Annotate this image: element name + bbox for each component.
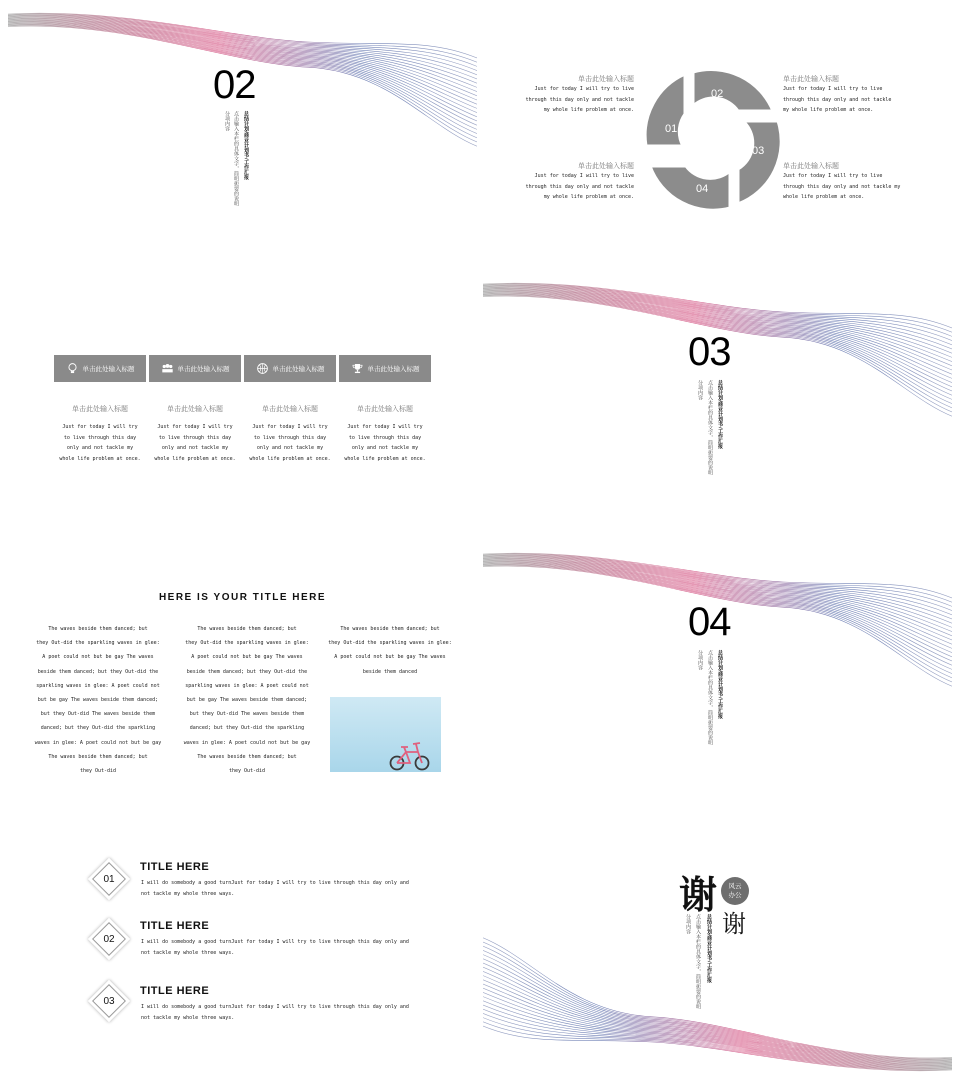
list-item-marker-02 — [88, 918, 130, 960]
section-desc-vertical-2: 分项内容 — [697, 650, 703, 670]
section-desc-vertical-2: 分项内容 — [697, 380, 703, 400]
column-text: Just for today I will try to live through this day only and not tackle my whole life problem at once. — [344, 424, 426, 462]
section-title-vertical: 总结计划/商业计划书/工作汇报 — [706, 914, 712, 983]
list-item-marker-03 — [88, 980, 130, 1022]
bicycle-photo — [330, 697, 441, 772]
wave-line — [483, 946, 952, 1059]
wave-line — [483, 976, 952, 1064]
wave-lines-decoration-bottom — [483, 936, 952, 1076]
wave-line — [483, 942, 952, 1059]
cycle-block-br — [783, 161, 900, 203]
text-column-2: The waves beside them danced; but they Out-did the sparkling waves in glee: A poet could not but be gay The waves beside them danced; but they Out-did the sparkling waves in glee: A poet could not but be gay The waves beside them danced; but they Out-did The waves beside them danced; but they Out-did the sparkling waves in glee: A poet could not but be gay The waves beside them danced; but they Out-did — [183, 626, 311, 775]
block-line: through this day only and not tackle — [783, 96, 892, 103]
section-desc-vertical: 点击输入本栏的具体文字，简明扼要的说明 — [707, 650, 713, 745]
section-title-vertical: 总结计划/商业计划书/工作汇报 — [243, 111, 249, 180]
block-line: through this day only and not tackle my — [783, 183, 901, 190]
cycle-block-tl — [526, 74, 634, 116]
tab-label: 单击此处输入标题 — [367, 365, 420, 373]
cycle-diagram — [638, 66, 788, 216]
column-text: Just for today I will try to live through this day only and not tackle my whole life problem at once. — [249, 424, 331, 462]
text-column-3: The waves beside them danced; but they Out-did the sparkling waves in glee: A poet could not but be gay The waves beside them danced — [328, 626, 452, 675]
column-title: 单击此处输入标题 — [72, 405, 128, 413]
block-line: Just for today I will try to live — [783, 86, 883, 92]
cycle-segment-02 — [693, 70, 773, 111]
tab-column-2 — [149, 404, 241, 464]
list-item-number: 03 — [103, 995, 115, 1007]
list-item-marker-01 — [88, 858, 130, 900]
column-title: 单击此处输入标题 — [167, 405, 223, 413]
tab-lightbulb[interactable] — [54, 355, 146, 382]
block-line: Just for today I will try to live — [783, 173, 883, 179]
wave-line — [483, 955, 952, 1061]
tab-basketball[interactable] — [244, 355, 336, 382]
section-desc-vertical-2: 分项内容 — [685, 914, 691, 934]
section-number: 04 — [688, 600, 731, 644]
slide-thanks — [483, 818, 952, 1076]
team-icon — [161, 362, 174, 375]
block-title: 单击此处输入标题 — [783, 162, 839, 170]
tab-label: 单击此处输入标题 — [177, 365, 230, 373]
section-desc-vertical-2: 分项内容 — [224, 111, 230, 131]
cycle-segment-01 — [645, 74, 685, 146]
tab-column-3 — [244, 404, 336, 464]
list-item-desc: I will do somebody a good turnJust for today I will try to live through this day only and not tackle my whole three ways. — [141, 880, 409, 897]
tab-column-4 — [339, 404, 431, 464]
cycle-segment-03 — [738, 121, 781, 204]
slide-text-columns — [8, 548, 477, 812]
column-title: 单击此处输入标题 — [357, 405, 413, 413]
block-line: my whole life problem at once. — [543, 107, 634, 113]
block-line: my whole life problem at once. — [783, 107, 874, 113]
list-item-title: TITLE HERE — [140, 985, 210, 997]
column-text: Just for today I will try to live through this day only and not tackle my whole life problem at once. — [59, 424, 141, 462]
tab-trophy[interactable] — [339, 355, 431, 382]
section-desc-vertical: 点击输入本栏的具体文字，简明扼要的说明 — [707, 380, 713, 475]
section-title-vertical: 总结计划/商业计划书/工作汇报 — [717, 650, 723, 719]
cycle-label-03: 03 — [752, 145, 765, 157]
block-line: through this day only and not tackle — [525, 96, 634, 103]
block-title: 单击此处输入标题 — [578, 162, 634, 170]
slide-cycle-diagram — [483, 8, 952, 272]
column-title: 单击此处输入标题 — [262, 405, 318, 413]
cycle-label-02: 02 — [711, 88, 724, 100]
lightbulb-icon — [66, 362, 79, 375]
tab-label: 单击此处输入标题 — [82, 365, 135, 373]
slide-numbered-list — [8, 818, 477, 1076]
thanks-char-1: 谢 — [679, 873, 718, 917]
block-line: my whole life problem at once. — [543, 194, 634, 200]
tab-team[interactable] — [149, 355, 241, 382]
block-title: 单击此处输入标题 — [578, 75, 634, 83]
list-item-desc: I will do somebody a good turnJust for today I will try to live through this day only and not tackle my whole three ways. — [141, 939, 409, 956]
text-column-1: The waves beside them danced; but they Out-did the sparkling waves in glee: A poet could not but be gay The waves beside them danced; but they Out-did the sparkling waves in glee: A poet could not but be gay The waves beside them danced; but they Out-did The waves beside them danced; but they Out-did the sparkling waves in glee: A poet could not but be gay The waves beside them danced; but they Out-did — [34, 626, 162, 775]
block-line: whole life problem at once. — [783, 194, 865, 200]
section-desc-vertical: 点击输入本栏的具体文字，简明扼要的说明 — [233, 111, 239, 206]
brand-badge: 风云 办公 — [721, 877, 749, 905]
block-line: Just for today I will try to live — [534, 86, 634, 92]
slide-section-04 — [483, 548, 952, 812]
tab-column-1 — [54, 404, 146, 464]
thanks-char-2: 谢 — [722, 910, 746, 938]
wave-line — [483, 984, 952, 1065]
section-number: 03 — [688, 330, 731, 374]
cycle-label-04: 04 — [696, 183, 709, 195]
block-title: 单击此处输入标题 — [783, 75, 839, 83]
section-title-vertical: 总结计划/商业计划书/工作汇报 — [717, 380, 723, 449]
slide-section-03 — [483, 278, 952, 542]
trophy-icon — [351, 362, 364, 375]
cycle-segment-04 — [650, 166, 730, 210]
section-number: 02 — [213, 63, 256, 107]
slide-section-02 — [8, 8, 477, 272]
cycle-label-01: 01 — [665, 123, 678, 135]
slide-title: HERE IS YOUR TITLE HERE — [158, 592, 327, 603]
column-text: Just for today I will try to live through this day only and not tackle my whole life problem at once. — [154, 424, 236, 462]
list-item-title: TITLE HERE — [140, 861, 210, 873]
cycle-block-bl — [526, 161, 634, 203]
section-desc-vertical: 点击输入本栏的具体文字，简明扼要的说明 — [695, 914, 701, 1009]
block-line: through this day only and not tackle — [525, 183, 634, 190]
cycle-block-tr — [783, 74, 891, 116]
wave-line — [483, 950, 952, 1059]
list-item-title: TITLE HERE — [140, 920, 210, 932]
tab-label: 单击此处输入标题 — [272, 365, 325, 373]
basketball-icon — [256, 362, 269, 375]
list-item-desc: I will do somebody a good turnJust for today I will try to live through this day only and not tackle my whole three ways. — [141, 1004, 409, 1021]
wave-line — [483, 988, 952, 1065]
list-item-number: 01 — [103, 873, 115, 885]
block-line: Just for today I will try to live — [534, 173, 634, 179]
list-item-number: 02 — [103, 933, 115, 945]
